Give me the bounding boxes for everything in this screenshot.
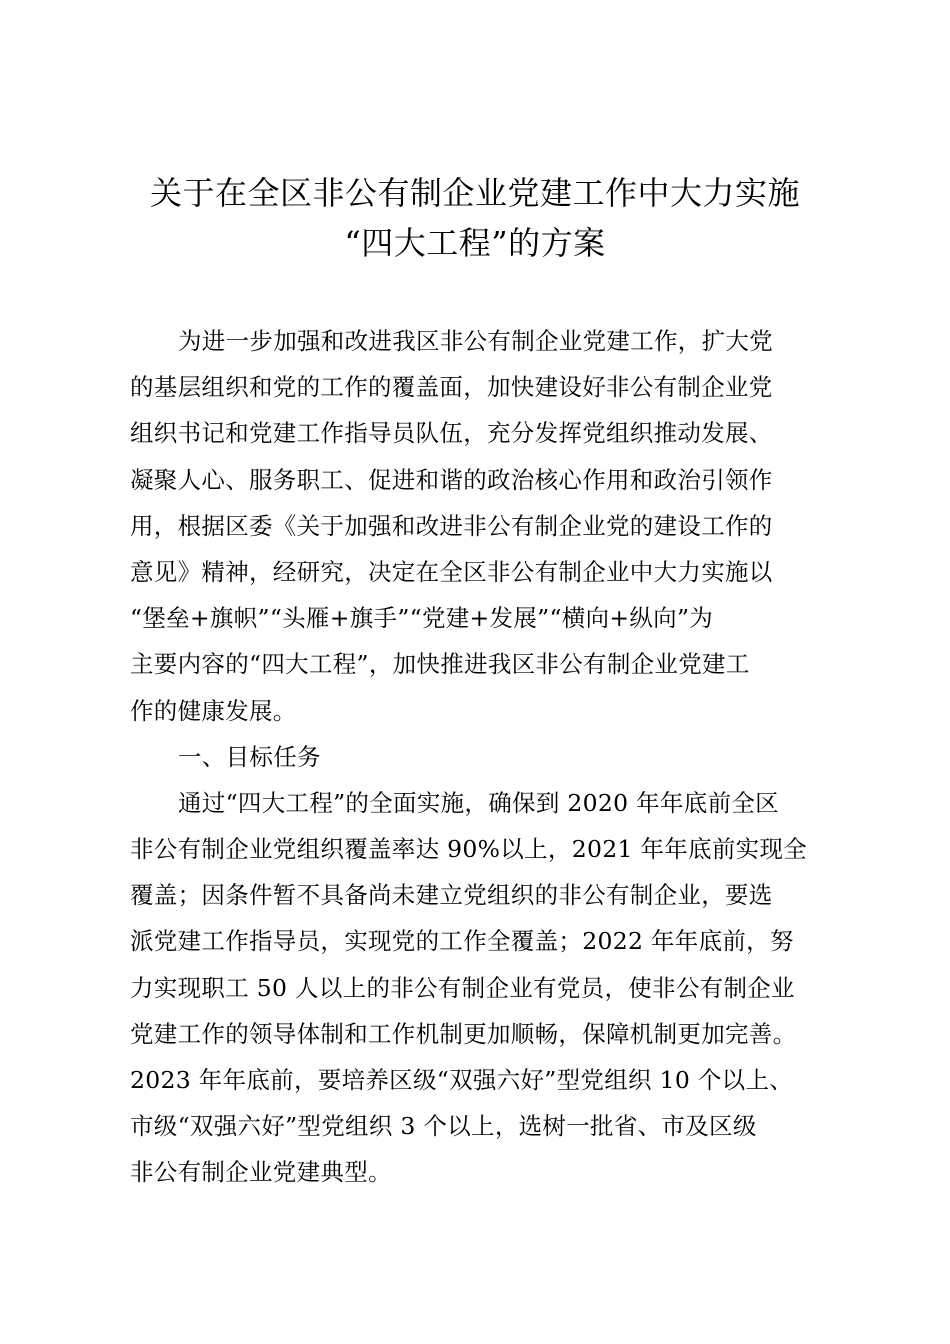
title-line-2: “四大工程”的方案 [344,224,606,262]
document-title [100,168,850,268]
body-line: 凝聚人心、服务职工、促进和谐的政治核心作用和政治引领作 [130,465,773,494]
body-line: 意见》精神，经研究，决定在全区非公有制企业中大力实施以 [130,557,773,586]
body-line: 通过“四大工程”的全面实施，确保到 2020 年年底前全区 [178,788,779,817]
document-body [130,318,835,1196]
body-line: 力实现职工 50 人以上的非公有制企业有党员，使非公有制企业 [130,973,795,1002]
body-line: 的基层组织和党的工作的覆盖面，加快建设好非公有制企业党 [130,373,773,402]
body-line: “堡垒+旗帜”“头雁+旗手”“党建+发展”“横向+纵向”为 [130,604,714,633]
body-line: 市级“双强六好”型党组织 3 个以上，选树一批省、市及区级 [130,1112,757,1141]
title-line-1: 关于在全区非公有制企业党建工作中大力实施 [149,174,800,212]
body-line: 派党建工作指导员，实现党的工作全覆盖；2022 年年底前，努 [130,927,794,956]
body-line: 作的健康发展。 [130,696,297,725]
body-line: 用，根据区委《关于加强和改进非公有制企业党的建设工作的 [130,511,773,540]
body-line: 主要内容的“四大工程”，加快推进我区非公有制企业党建工 [130,650,750,679]
body-line: 非公有制企业党建典型。 [130,1158,392,1187]
body-line: 非公有制企业党组织覆盖率达 90%以上，2021 年年底前实现全 [130,835,808,864]
body-line: 党建工作的领导体制和工作机制更加顺畅，保障机制更加完善。 [130,1019,797,1048]
body-line: 为进一步加强和改进我区非公有制企业党建工作，扩大党 [178,327,773,355]
section-heading: 一、目标任务 [178,742,321,771]
body-line: 2023 年年底前，要培养区级“双强六好”型党组织 10 个以上、 [130,1066,794,1094]
body-line: 覆盖；因条件暂不具备尚未建立党组织的非公有制企业，要选 [130,881,773,910]
body-line: 组织书记和党建工作指导员队伍，充分发挥党组织推动发展、 [130,419,773,448]
